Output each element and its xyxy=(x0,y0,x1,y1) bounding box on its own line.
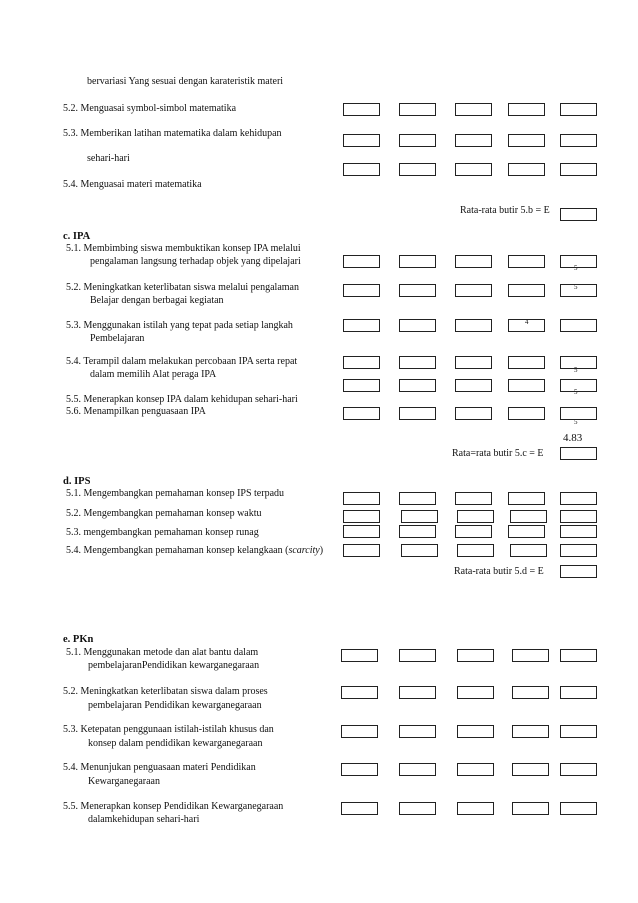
rating-box[interactable] xyxy=(399,686,436,699)
rating-box[interactable] xyxy=(341,725,378,738)
item-text: 5.1. Mengembangkan pemahaman konsep IPS terpadu xyxy=(66,488,285,499)
rating-box[interactable] xyxy=(508,134,545,147)
item-text: dalamkehidupan sehari-hari xyxy=(88,814,200,825)
rating-box[interactable] xyxy=(341,686,378,699)
rating-box[interactable] xyxy=(341,802,378,815)
rating-box[interactable] xyxy=(399,356,436,369)
rating-box[interactable] xyxy=(560,255,597,268)
item-text: 5.2. Meningkatkan keterlibatan siswa dalam proses xyxy=(63,686,268,697)
rating-box[interactable] xyxy=(457,510,494,523)
score-value: 5 xyxy=(574,283,578,291)
rating-box[interactable] xyxy=(508,492,545,505)
rating-box[interactable] xyxy=(455,103,492,116)
average-value: 4.83 xyxy=(563,432,583,444)
rating-box[interactable] xyxy=(560,686,597,699)
rating-box[interactable] xyxy=(560,208,597,221)
item-text: 5.1. Membimbing siswa membuktikan konsep IPA melalui xyxy=(66,243,301,254)
item-text-italic: scarcity xyxy=(288,545,320,556)
rating-box[interactable] xyxy=(399,319,436,332)
section-heading: d. IPS xyxy=(63,476,91,487)
rating-box[interactable] xyxy=(343,255,380,268)
item-text xyxy=(66,545,323,557)
rating-box[interactable] xyxy=(343,356,380,369)
rating-box[interactable] xyxy=(560,356,597,369)
rating-box[interactable] xyxy=(455,525,492,538)
rating-box[interactable] xyxy=(457,725,494,738)
rating-box[interactable] xyxy=(399,802,436,815)
rating-box[interactable] xyxy=(457,763,494,776)
rating-box[interactable] xyxy=(399,407,436,420)
rating-box[interactable] xyxy=(560,319,597,332)
rating-box[interactable] xyxy=(560,134,597,147)
rating-box[interactable] xyxy=(455,284,492,297)
item-text: 5.4. Terampil dalam melakukan percobaan IPA serta repat xyxy=(66,356,298,367)
item-text-main: 5.4. Mengembangkan pemahaman konsep kelangkaan ( xyxy=(66,545,289,556)
rating-box[interactable] xyxy=(341,649,378,662)
item-text: sehari-hari xyxy=(87,153,130,164)
score-value: 5 xyxy=(574,366,578,374)
rating-box[interactable] xyxy=(560,103,597,116)
rating-box[interactable] xyxy=(399,255,436,268)
rating-box[interactable] xyxy=(343,525,380,538)
rating-box[interactable] xyxy=(343,163,380,176)
item-text: 5.2. Mengembangkan pemahaman konsep waktu xyxy=(66,508,262,519)
item-text: Pembelajaran xyxy=(90,333,145,344)
item-text: Kewarganegaraan xyxy=(88,776,160,787)
item-text: 5.5. Menerapkan konsep Pendidikan Kewarganegaraan xyxy=(63,801,284,812)
rating-box[interactable] xyxy=(455,134,492,147)
rating-box[interactable] xyxy=(510,544,547,557)
rating-box[interactable] xyxy=(399,103,436,116)
rating-box[interactable] xyxy=(512,649,549,662)
rating-box[interactable] xyxy=(341,763,378,776)
item-text: bervariasi Yang sesuai dengan karateristik materi xyxy=(87,76,284,87)
rating-box[interactable] xyxy=(508,103,545,116)
score-value: 5 xyxy=(574,264,578,272)
rating-box[interactable] xyxy=(399,649,436,662)
rating-box[interactable] xyxy=(512,802,549,815)
rating-box[interactable] xyxy=(401,544,438,557)
rating-box[interactable] xyxy=(560,379,597,392)
rating-box[interactable] xyxy=(455,319,492,332)
item-text: pembelajaran Pendidikan kewarganegaraan xyxy=(88,700,262,711)
rating-box[interactable] xyxy=(508,284,545,297)
item-text: dalam memilih Alat peraga IPA xyxy=(90,369,217,380)
item-text: 5.3. Ketepatan penggunaan istilah-istilah khusus dan xyxy=(63,724,274,735)
section-heading: c. IPA xyxy=(63,231,91,242)
rating-box[interactable] xyxy=(343,407,380,420)
rating-box[interactable] xyxy=(399,525,436,538)
rating-box[interactable] xyxy=(560,525,597,538)
rating-box[interactable] xyxy=(560,510,597,523)
item-text: 5.4. Menguasai materi matematika xyxy=(63,179,202,190)
rating-box[interactable] xyxy=(560,492,597,505)
item-text: pengalaman langsung terhadap objek yang dipelajari xyxy=(90,256,301,267)
item-text: 5.2. Menguasai symbol-simbol matematika xyxy=(63,103,237,114)
rating-box[interactable] xyxy=(455,163,492,176)
rating-box[interactable] xyxy=(343,284,380,297)
rating-box[interactable] xyxy=(343,103,380,116)
rating-box[interactable] xyxy=(455,356,492,369)
average-label: Rata-rata butir 5.d = E xyxy=(454,566,544,577)
rating-box[interactable] xyxy=(455,379,492,392)
rating-box[interactable] xyxy=(457,649,494,662)
rating-box[interactable] xyxy=(560,284,597,297)
item-text: pembelajaranPendidikan kewarganegaraan xyxy=(88,660,260,671)
rating-box[interactable] xyxy=(512,686,549,699)
item-text: 5.6. Menampilkan penguasaan IPA xyxy=(66,406,206,417)
item-text-close: ) xyxy=(319,545,324,556)
rating-box[interactable] xyxy=(399,284,436,297)
item-text: 5.3. mengembangkan pemahaman konsep runag xyxy=(66,527,259,538)
average-label: Rata=rata butir 5.c = E xyxy=(452,448,544,459)
score-value: 5 xyxy=(574,388,578,396)
rating-box[interactable] xyxy=(343,492,380,505)
rating-box[interactable] xyxy=(508,525,545,538)
rating-box[interactable] xyxy=(512,763,549,776)
rating-box[interactable] xyxy=(508,379,545,392)
rating-box[interactable] xyxy=(560,447,597,460)
average-label: Rata-rata butir 5.b = E xyxy=(460,205,550,216)
rating-box[interactable] xyxy=(560,649,597,662)
rating-box[interactable] xyxy=(399,725,436,738)
rating-box[interactable] xyxy=(343,134,380,147)
rating-box[interactable] xyxy=(560,725,597,738)
rating-box[interactable] xyxy=(508,163,545,176)
rating-box[interactable] xyxy=(457,544,494,557)
rating-box[interactable] xyxy=(457,686,494,699)
rating-box[interactable] xyxy=(455,255,492,268)
rating-box[interactable] xyxy=(455,407,492,420)
rating-box[interactable] xyxy=(343,544,380,557)
item-text: konsep dalam pendidikan kewarganegaraan xyxy=(88,738,263,749)
rating-box[interactable] xyxy=(399,134,436,147)
rating-box[interactable] xyxy=(455,492,492,505)
rating-box[interactable] xyxy=(560,163,597,176)
rating-box[interactable] xyxy=(508,319,545,332)
item-text: 5.3. Menggunakan istilah yang tepat pada setiap langkah xyxy=(66,320,293,331)
rating-box[interactable] xyxy=(512,725,549,738)
rating-box[interactable] xyxy=(399,492,436,505)
rating-box[interactable] xyxy=(399,763,436,776)
rating-box[interactable] xyxy=(343,379,380,392)
rating-box[interactable] xyxy=(399,379,436,392)
rating-box[interactable] xyxy=(560,763,597,776)
item-text: 5.4. Menunjukan penguasaan materi Pendidikan xyxy=(63,762,256,773)
rating-box[interactable] xyxy=(343,510,380,523)
item-text: 5.1. Menggunakan metode dan alat bantu dalam xyxy=(66,647,259,658)
rating-box[interactable] xyxy=(508,407,545,420)
rating-box[interactable] xyxy=(510,510,547,523)
item-text: 5.2. Meningkatkan keterlibatan siswa melalui pengalaman xyxy=(66,282,299,293)
rating-box[interactable] xyxy=(343,319,380,332)
rating-box[interactable] xyxy=(457,802,494,815)
rating-box[interactable] xyxy=(560,544,597,557)
item-text: Belajar dengan berbagai kegiatan xyxy=(90,295,224,306)
rating-box[interactable] xyxy=(508,356,545,369)
score-value: 4 xyxy=(525,318,529,326)
rating-box[interactable] xyxy=(560,407,597,420)
rating-box[interactable] xyxy=(508,255,545,268)
rating-box[interactable] xyxy=(560,802,597,815)
section-heading: e. PKn xyxy=(63,634,94,645)
rating-box[interactable] xyxy=(401,510,438,523)
score-value: 5 xyxy=(574,418,578,426)
item-text: 5.5. Menerapkan konsep IPA dalam kehidupan sehari-hari xyxy=(66,394,298,405)
rating-box[interactable] xyxy=(399,163,436,176)
item-text: 5.3. Memberikan latihan matematika dalam kehidupan xyxy=(63,128,282,139)
rating-box[interactable] xyxy=(560,565,597,578)
